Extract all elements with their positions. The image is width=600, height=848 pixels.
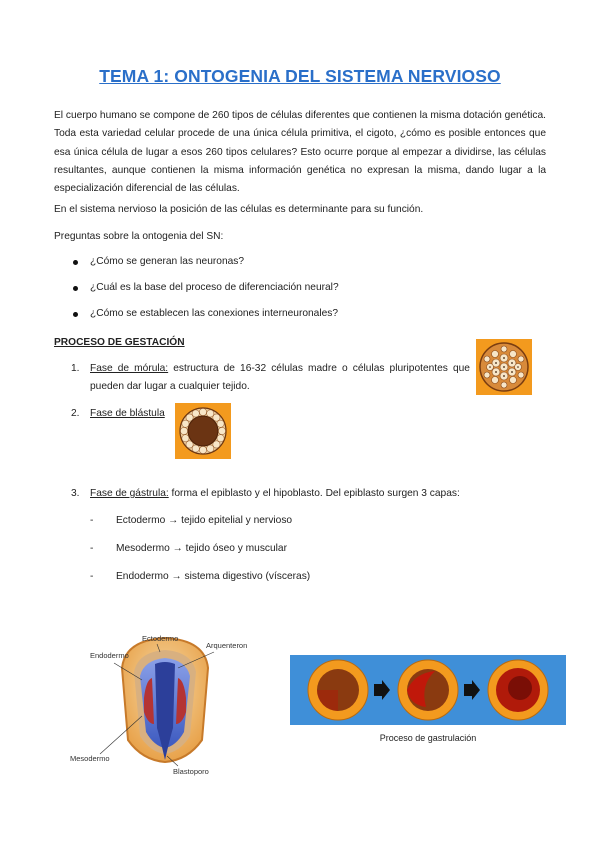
bullet-icon (73, 260, 78, 265)
section-heading: PROCESO DE GESTACIÓN (54, 337, 185, 348)
gastrulation-caption: Proceso de gastrulación (379, 733, 477, 743)
blastopore-label: Blastoporo (173, 767, 209, 776)
list-item: - Ectodermo → tejido epitelial y nervioso (90, 515, 293, 526)
phase-number: 3. (71, 488, 80, 499)
mesoderm-label: Mesodermo (70, 754, 110, 763)
phase-item-blastula (71, 405, 171, 425)
bullet-icon (73, 312, 78, 317)
list-item: - Endodermo → sistema digestivo (vísceras) (90, 571, 311, 582)
bullet-icon (73, 286, 78, 291)
phase-text: forma el epiblasto y el hipoblasto. Del epiblasto surgen 3 capas: (168, 488, 460, 499)
phase-item-morula (71, 360, 471, 400)
list-item: ¿Cómo se generan las neuronas? (54, 253, 546, 279)
questions-list (54, 253, 546, 331)
ectoderm-label: Ectodermo (142, 634, 179, 643)
gastrulation-image (290, 655, 566, 725)
list-item: ¿Cuál es la base del proceso de diferenciación neural? (54, 279, 546, 305)
phase-number: 1. (71, 363, 80, 374)
questions-intro: Preguntas sobre la ontogenia del SN: (54, 231, 224, 242)
list-item: - Mesodermo → tejido óseo y muscular (90, 543, 287, 554)
archenteron-label: Arquenteron (206, 641, 248, 650)
phase-name: Fase de mórula: (90, 363, 169, 374)
phase-name: Fase de gástrula: (90, 488, 169, 499)
endoderm-label: Endodermo (90, 651, 129, 660)
position-paragraph: En el sistema nervioso la posición de las células es determinante para su función. (54, 204, 424, 215)
gastrula-diagram (60, 628, 270, 776)
layers-list (90, 512, 310, 596)
phase-name: Fase de blástula (90, 408, 165, 419)
list-item: ¿Cómo se establecen las conexiones interneuronales? (54, 305, 546, 331)
blastula-image (175, 403, 231, 459)
phase-text: estructura de 16-32 células madre o células pluripotentes que pueden dar lugar a cualquier tejido. (90, 363, 470, 393)
intro-paragraph: El cuerpo humano se compone de 260 tipos de células diferentes que contienen la misma dotación genética. Toda esta variedad celular procede de una única célula primitiva, el cigoto, ¿cómo es posible entonces que esa única célula de lugar a esos 260 tipos celulares? Esto ocurre porque al empezar a dividirse, las células resultantes, aunque contienen la misma información genética no expresan la misma, dando lugar a la especialización diferencial de las células. (54, 110, 546, 195)
phase-item-gastrula (71, 485, 531, 505)
morula-image (476, 339, 532, 395)
phase-number: 2. (71, 408, 80, 419)
page-title: TEMA 1: ONTOGENIA DEL SISTEMA NERVIOSO (99, 66, 501, 86)
